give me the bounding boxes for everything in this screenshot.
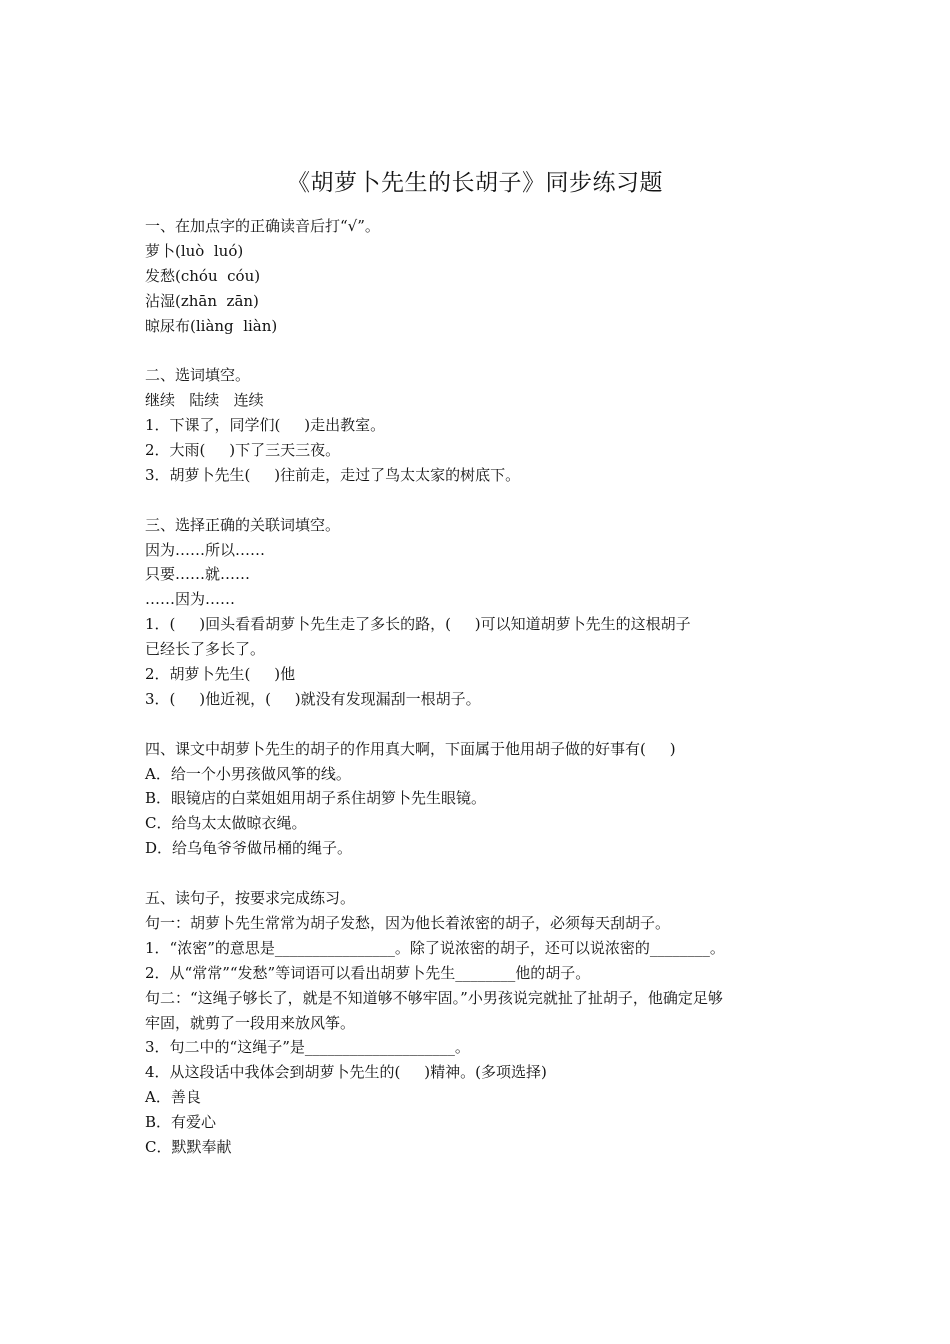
question-item: 3．( )他近视，( )就没有发现漏刮一根胡子。 [145,689,481,708]
choice-item: C．默默奉献 [145,1137,232,1156]
section-1 [145,214,825,338]
choice-item: D．给乌龟爷爷做吊桶的绳子。 [145,839,353,858]
section-2 [145,363,825,487]
worksheet-body [145,214,825,1160]
question-item-continued: 已经长了多长了。 [145,640,266,659]
section-5-heading: 五、读句子，按要求完成练习。 [145,889,356,908]
section-3-heading: 三、选择正确的关联词填空。 [145,515,341,534]
choice-item: A．善良 [145,1088,201,1107]
question-item: 1．下课了，同学们( )走出教室。 [145,416,386,435]
question-item: 2．胡萝卜先生( )他 [145,665,296,684]
question-item: 3．句二中的“这绳子”是____________________。 [145,1038,470,1057]
section-1-heading: 一、在加点字的正确读音后打“√”。 [145,217,380,235]
choice-item: B．眼镜店的白菜姐姐用胡子系住胡箩卜先生眼镜。 [145,789,487,808]
section-4 [145,737,825,861]
spacer [145,338,825,363]
question-item: 2．大雨( )下了三天三夜。 [145,441,341,460]
sentence-one: 句一：胡萝卜先生常常为胡子发愁，因为他长着浓密的胡子，必须每天刮胡子。 [145,913,671,932]
section-4-heading: 四、课文中胡萝卜先生的胡子的作用真大啊，下面属于他用胡子做的好事有( ) [145,739,676,758]
conjunction-option: 因为……所以…… [145,540,266,559]
spacer [145,712,825,737]
choice-item: B．有爱心 [145,1113,217,1132]
pinyin-item: 晾尿布(liàng liàn) [145,316,278,335]
question-item: 4．从这段话中我体会到胡萝卜先生的( )精神。(多项选择) [145,1063,547,1082]
conjunction-option: 只要……就…… [145,565,251,584]
pinyin-item: 沾湿(zhān zān) [145,291,259,310]
sentence-two: 句二：“这绳子够长了，就是不知道够不够牢固。”小男孩说完就扯了扯胡子，他确定足够 [145,988,723,1007]
pinyin-item: 萝卜(luò luó) [145,241,244,260]
spacer [145,488,825,513]
section-2-heading: 二、选词填空。 [145,366,251,385]
question-item: 1．“浓密”的意思是________________。除了说浓密的胡子，还可以说浓密的________。 [145,938,725,957]
choice-item: A．给一个小男孩做风筝的线。 [145,764,351,783]
question-item: 1．( )回头看看胡萝卜先生走了多长的路，( )可以知道胡萝卜先生的这根胡子 [145,615,691,634]
spacer [145,861,825,886]
question-item: 3．胡萝卜先生( )往前走，走过了鸟太太家的树底下。 [145,465,521,484]
pinyin-item: 发愁(chóu cóu) [145,266,261,285]
section-5 [145,886,825,1160]
conjunction-option: ……因为…… [145,590,236,609]
question-item: 2．从“常常”“发愁”等词语可以看出胡萝卜先生________他的胡子。 [145,963,591,982]
section-3 [145,513,825,712]
page-title: 《胡萝卜先生的长胡子》同步练习题 [287,170,663,196]
word-options: 继续 陆续 连续 [145,391,264,410]
choice-item: C．给鸟太太做晾衣绳。 [145,814,307,833]
sentence-two-continued: 牢固，就剪了一段用来放风筝。 [145,1013,356,1032]
